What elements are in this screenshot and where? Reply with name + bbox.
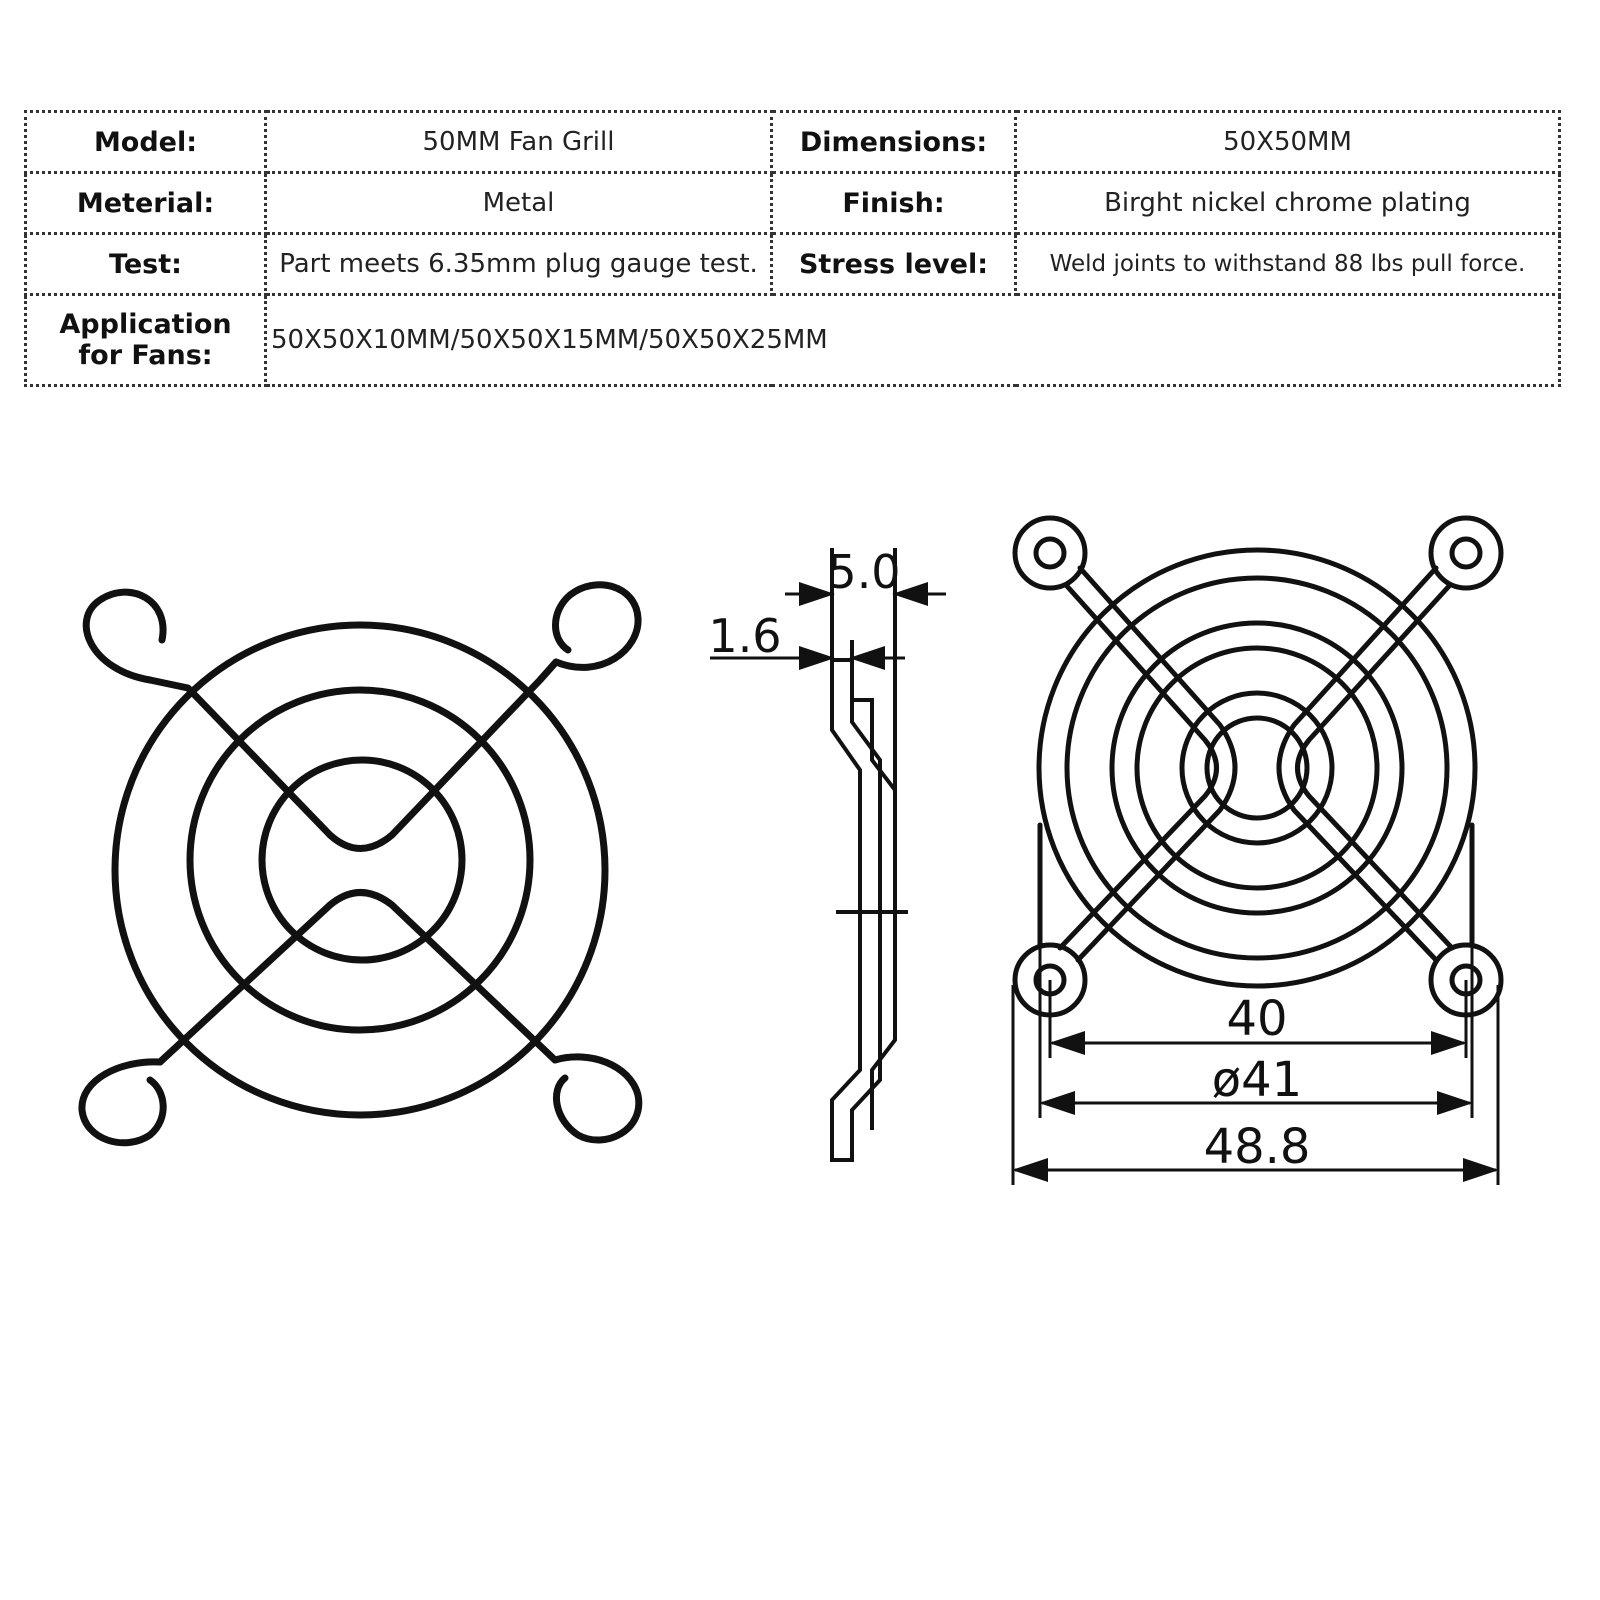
finish-value: Birght nickel chrome plating bbox=[1016, 173, 1560, 234]
mount-loop-top-left bbox=[86, 592, 163, 680]
stress-label: Stress level: bbox=[772, 234, 1016, 295]
test-value: Part meets 6.35mm plug gauge test. bbox=[266, 234, 772, 295]
material-value: Metal bbox=[266, 173, 772, 234]
spec-row-application bbox=[26, 295, 1560, 386]
dim-label-41: ø41 bbox=[1211, 1052, 1303, 1108]
spec-row-test bbox=[26, 234, 1560, 295]
cross-wire-bottom bbox=[160, 893, 555, 1063]
test-label: Test: bbox=[26, 234, 266, 295]
eyelet-top-right bbox=[1431, 518, 1501, 588]
fan-grill-drawing bbox=[0, 480, 1600, 1240]
mount-loop-bottom-right bbox=[555, 1057, 639, 1140]
mount-loop-bottom-left bbox=[82, 1062, 163, 1143]
dim-label-40: 40 bbox=[1226, 991, 1288, 1047]
grill-perspective-view bbox=[82, 585, 639, 1143]
dim-label-wire: 1.6 bbox=[708, 609, 782, 663]
grill-front-view bbox=[1015, 518, 1501, 1015]
model-value: 50MM Fan Grill bbox=[266, 112, 772, 173]
finish-label: Finish: bbox=[772, 173, 1016, 234]
eyelet-top-left-hole bbox=[1036, 539, 1064, 567]
material-label: Meterial: bbox=[26, 173, 266, 234]
spec-table bbox=[24, 110, 1561, 387]
application-value: 50X50X10MM/50X50X15MM/50X50X25MM bbox=[266, 295, 1560, 386]
model-label: Model: bbox=[26, 112, 266, 173]
front-ring-1 bbox=[1039, 550, 1475, 986]
application-label: Application for Fans: bbox=[26, 295, 266, 386]
front-ring-2 bbox=[1067, 578, 1447, 958]
grill-side-view bbox=[832, 548, 908, 1160]
dimensions-label: Dimensions: bbox=[772, 112, 1016, 173]
stress-value: Weld joints to withstand 88 lbs pull force. bbox=[1016, 234, 1560, 295]
front-ring-3 bbox=[1112, 623, 1402, 913]
spec-row-material bbox=[26, 173, 1560, 234]
eyelet-top-right-hole bbox=[1452, 539, 1480, 567]
dim-label-48-8: 48.8 bbox=[1203, 1119, 1311, 1175]
dimensions-value: 50X50MM bbox=[1016, 112, 1560, 173]
spec-row-model bbox=[26, 112, 1560, 173]
eyelet-top-left bbox=[1015, 518, 1085, 588]
dim-label-width: 5.0 bbox=[827, 545, 901, 599]
front-ring-4 bbox=[1137, 648, 1377, 888]
mount-loop-top-right bbox=[556, 585, 639, 668]
